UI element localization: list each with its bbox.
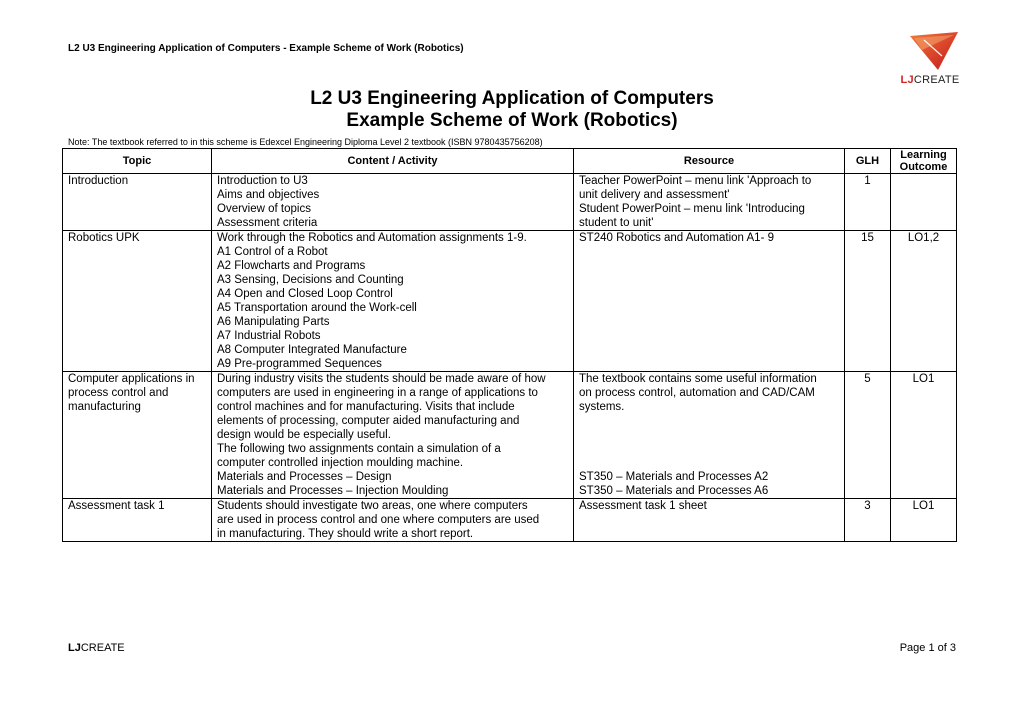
ljcreate-emblem-icon <box>898 30 962 74</box>
content-line: A2 Flowcharts and Programs <box>217 260 366 272</box>
logo-wordmark <box>898 74 962 86</box>
content-line: are used in process control and one where computers are used <box>217 514 540 526</box>
cell-learning-outcome: LO1,2 <box>891 231 957 372</box>
cell-topic <box>63 231 212 372</box>
resource-line: Student PowerPoint – menu link 'Introducing <box>579 203 805 215</box>
textbook-note: Note: The textbook referred to in this scheme is Edexcel Engineering Diploma Level 2 textbook (ISBN 9780435756208) <box>68 137 543 147</box>
content-line: A4 Open and Closed Loop Control <box>217 288 393 300</box>
resource-line: student to unit' <box>579 217 654 229</box>
content-line: Students should investigate two areas, one where computers <box>217 500 528 512</box>
cell-learning-outcome: LO1 <box>891 499 957 542</box>
resource-line: systems. <box>579 401 625 413</box>
topic-line: Introduction <box>68 175 129 187</box>
cell-resource <box>574 499 845 542</box>
content-line: A1 Control of a Robot <box>217 246 328 258</box>
scheme-of-work-table <box>62 148 957 542</box>
header-content: Content / Activity <box>212 149 574 174</box>
resource-line: The textbook contains some useful information <box>579 373 817 385</box>
content-line: A8 Computer Integrated Manufacture <box>217 344 407 356</box>
cell-learning-outcome: LO1 <box>891 372 957 499</box>
content-line: computer controlled injection moulding machine. <box>217 457 464 469</box>
content-line: A5 Transportation around the Work-cell <box>217 302 417 314</box>
content-line: elements of processing, computer aided manufacturing and <box>217 415 520 427</box>
document-subtitle: Example Scheme of Work (Robotics) <box>346 110 678 131</box>
content-line: During industry visits the students should be made aware of how <box>217 373 546 385</box>
topic-line: Computer applications in <box>68 373 195 385</box>
table-row <box>63 499 957 542</box>
content-line: computers are used in engineering in a range of applications to <box>217 387 538 399</box>
content-line: Introduction to U3 <box>217 175 308 187</box>
resource-line: unit delivery and assessment' <box>579 189 730 201</box>
cell-glh: 3 <box>845 499 891 542</box>
cell-glh: 15 <box>845 231 891 372</box>
table-row <box>63 174 957 231</box>
logo-lj-text: LJ <box>900 74 914 86</box>
cell-topic <box>63 499 212 542</box>
topic-line: Assessment task 1 <box>68 500 165 512</box>
content-line: A6 Manipulating Parts <box>217 316 330 328</box>
resource-line: ST350 – Materials and Processes A2 <box>579 471 769 483</box>
cell-content <box>212 231 574 372</box>
cell-topic <box>63 372 212 499</box>
header-learning-outcome: Learning Outcome <box>891 149 957 174</box>
content-line: control machines and for manufacturing. Visits that include <box>217 401 515 413</box>
content-line: Materials and Processes – Injection Moulding <box>217 485 449 497</box>
cell-content <box>212 499 574 542</box>
running-header: L2 U3 Engineering Application of Computers - Example Scheme of Work (Robotics) <box>68 43 464 54</box>
content-line: Overview of topics <box>217 203 311 215</box>
table-header-row <box>63 149 957 174</box>
logo-create-text: CREATE <box>913 74 960 86</box>
cell-resource <box>574 174 845 231</box>
content-line: Assessment criteria <box>217 217 318 229</box>
header-topic: Topic <box>63 149 212 174</box>
topic-line: process control and <box>68 387 169 399</box>
header-resource: Resource <box>574 149 845 174</box>
cell-resource <box>574 231 845 372</box>
resource-line: ST350 – Materials and Processes A6 <box>579 485 769 497</box>
resource-line: on process control, automation and CAD/CAM <box>579 387 815 399</box>
cell-glh: 1 <box>845 174 891 231</box>
topic-line: Robotics UPK <box>68 232 140 244</box>
cell-content <box>212 174 574 231</box>
content-line: design would be especially useful. <box>217 429 391 441</box>
document-title: L2 U3 Engineering Application of Computers <box>310 88 714 109</box>
content-line: Work through the Robotics and Automation assignments 1-9. <box>217 232 527 244</box>
content-line: A7 Industrial Robots <box>217 330 321 342</box>
cell-resource <box>574 372 845 499</box>
content-line: A9 Pre-programmed Sequences <box>217 358 382 370</box>
content-line: Aims and objectives <box>217 189 320 201</box>
topic-line: manufacturing <box>68 401 141 413</box>
ljcreate-logo <box>898 30 962 86</box>
resource-line: Assessment task 1 sheet <box>579 500 707 512</box>
table-body <box>63 174 957 542</box>
resource-line: ST240 Robotics and Automation A1- 9 <box>579 232 774 244</box>
table-row <box>63 372 957 499</box>
cell-learning-outcome <box>891 174 957 231</box>
content-line: A3 Sensing, Decisions and Counting <box>217 274 404 286</box>
content-line: in manufacturing. They should write a short report. <box>217 528 474 540</box>
content-line: Materials and Processes – Design <box>217 471 392 483</box>
cell-content <box>212 372 574 499</box>
page-number: Page 1 of 3 <box>899 642 956 654</box>
cell-glh: 5 <box>845 372 891 499</box>
resource-line: Teacher PowerPoint – menu link 'Approach to <box>579 175 812 187</box>
content-line: The following two assignments contain a simulation of a <box>217 443 501 455</box>
table-row <box>63 231 957 372</box>
header-glh: GLH <box>845 149 891 174</box>
footer-logo: LJCREATE <box>68 642 125 654</box>
cell-topic <box>63 174 212 231</box>
resource-spacer <box>579 414 839 470</box>
